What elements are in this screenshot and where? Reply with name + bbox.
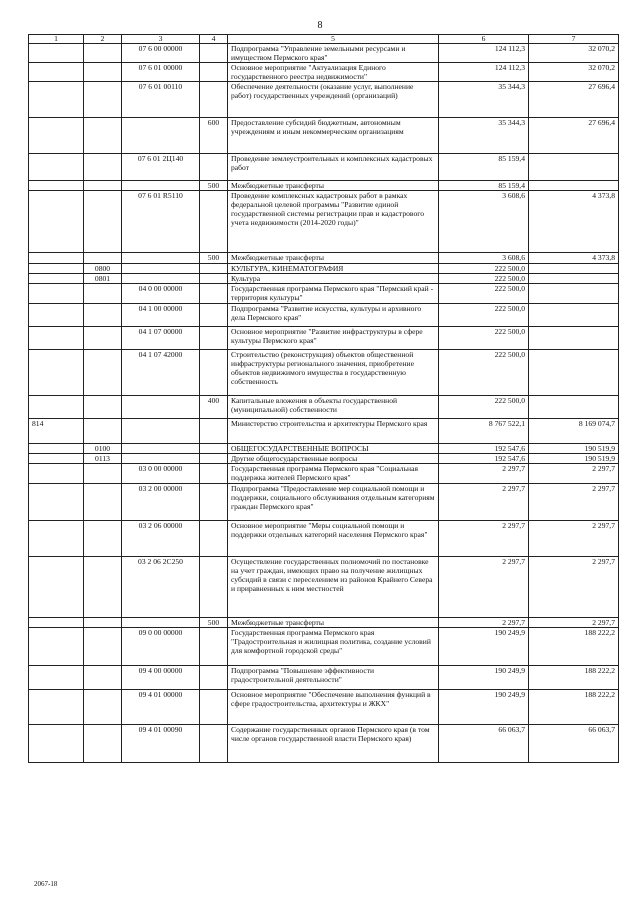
- amount-7-cell: [529, 396, 619, 419]
- col-4-cell: 400: [200, 396, 228, 419]
- col-1-cell: [29, 63, 84, 82]
- col-2-cell: [84, 63, 122, 82]
- col-2-cell: [84, 521, 122, 557]
- col-2-cell: 0800: [84, 264, 122, 274]
- table-row: [29, 628, 619, 666]
- header-cell: 2: [84, 35, 122, 44]
- col-3-cell: 07 6 01 00000: [122, 63, 200, 82]
- col-4-cell: [200, 154, 228, 181]
- col-3-cell: [122, 396, 200, 419]
- table-row: [29, 618, 619, 628]
- header-cell: 6: [439, 35, 529, 44]
- table-row: [29, 666, 619, 690]
- col-2-cell: [84, 419, 122, 444]
- footer-code: 2067-18: [34, 880, 58, 888]
- description-cell: Основное мероприятие "Развитие инфраструктуры в сфере культуры Пермского края": [228, 327, 439, 350]
- col-1-cell: [29, 274, 84, 284]
- description-cell: Подпрограмма "Управление земельными ресурсами и имуществом Пермского края": [228, 44, 439, 63]
- amount-6-cell: 190 249,9: [439, 628, 529, 666]
- table-row: [29, 154, 619, 181]
- table-row: [29, 419, 619, 444]
- col-2-cell: [84, 628, 122, 666]
- table-row: [29, 63, 619, 82]
- col-2-cell: [84, 350, 122, 396]
- amount-6-cell: 85 159,4: [439, 154, 529, 181]
- amount-7-cell: 190 519,9: [529, 454, 619, 464]
- amount-7-cell: 4 373,8: [529, 253, 619, 264]
- description-cell: Министерство строительства и архитектуры Пермского края: [228, 419, 439, 444]
- col-1-cell: 814: [29, 419, 84, 444]
- col-4-cell: [200, 521, 228, 557]
- table-row: [29, 464, 619, 484]
- col-4-cell: [200, 350, 228, 396]
- table-row: [29, 274, 619, 284]
- col-3-cell: [122, 274, 200, 284]
- amount-6-cell: 222 500,0: [439, 327, 529, 350]
- col-1-cell: [29, 327, 84, 350]
- col-3-cell: 09 4 00 00000: [122, 666, 200, 690]
- col-1-cell: [29, 82, 84, 118]
- amount-6-cell: 2 297,7: [439, 484, 529, 521]
- col-4-cell: [200, 304, 228, 327]
- page-number: 8: [317, 20, 323, 31]
- amount-6-cell: 35 344,3: [439, 82, 529, 118]
- col-4-cell: [200, 725, 228, 763]
- table-row: [29, 264, 619, 274]
- amount-7-cell: [529, 154, 619, 181]
- amount-6-cell: 222 500,0: [439, 274, 529, 284]
- header-cell: 7: [529, 35, 619, 44]
- col-3-cell: 09 4 01 00090: [122, 725, 200, 763]
- col-2-cell: [84, 725, 122, 763]
- amount-6-cell: 190 249,9: [439, 690, 529, 725]
- col-3-cell: 07 6 01 00110: [122, 82, 200, 118]
- col-4-cell: [200, 628, 228, 666]
- amount-6-cell: 222 500,0: [439, 396, 529, 419]
- col-3-cell: [122, 419, 200, 444]
- col-2-cell: 0113: [84, 454, 122, 464]
- col-2-cell: [84, 181, 122, 191]
- table-row: [29, 284, 619, 304]
- amount-6-cell: 66 063,7: [439, 725, 529, 763]
- col-2-cell: [84, 464, 122, 484]
- amount-6-cell: 222 500,0: [439, 284, 529, 304]
- col-3-cell: 03 2 06 2С250: [122, 557, 200, 618]
- col-4-cell: [200, 63, 228, 82]
- amount-7-cell: [529, 327, 619, 350]
- col-3-cell: [122, 181, 200, 191]
- description-cell: Обеспечение деятельности (оказание услуг, выполнение работ) государственных учреждений (организаций): [228, 82, 439, 118]
- amount-7-cell: [529, 350, 619, 396]
- description-cell: Государственная программа Пермского края "Градостроительная и жилищная политика, создание условий для комфортной городской среды": [228, 628, 439, 666]
- col-2-cell: [84, 118, 122, 154]
- amount-6-cell: 192 547,6: [439, 444, 529, 454]
- table-row: [29, 521, 619, 557]
- description-cell: Основное мероприятие "Актуализация Единого государственного реестра недвижимости": [228, 63, 439, 82]
- amount-7-cell: 2 297,7: [529, 464, 619, 484]
- table-row: [29, 725, 619, 763]
- amount-7-cell: 8 169 074,7: [529, 419, 619, 444]
- amount-7-cell: 188 222,2: [529, 666, 619, 690]
- col-1-cell: [29, 181, 84, 191]
- col-4-cell: [200, 690, 228, 725]
- col-2-cell: [84, 253, 122, 264]
- col-3-cell: 03 2 06 00000: [122, 521, 200, 557]
- table-row: [29, 327, 619, 350]
- amount-7-cell: 27 696,4: [529, 118, 619, 154]
- col-1-cell: [29, 444, 84, 454]
- col-4-cell: [200, 82, 228, 118]
- table-row: [29, 181, 619, 191]
- amount-7-cell: 66 063,7: [529, 725, 619, 763]
- col-1-cell: [29, 304, 84, 327]
- col-3-cell: [122, 264, 200, 274]
- amount-7-cell: 2 297,7: [529, 557, 619, 618]
- col-2-cell: [84, 618, 122, 628]
- col-1-cell: [29, 725, 84, 763]
- col-1-cell: [29, 464, 84, 484]
- col-2-cell: [84, 666, 122, 690]
- col-2-cell: [84, 154, 122, 181]
- col-4-cell: [200, 666, 228, 690]
- col-2-cell: [84, 690, 122, 725]
- col-2-cell: 0100: [84, 444, 122, 454]
- col-4-cell: [200, 464, 228, 484]
- amount-6-cell: 190 249,9: [439, 666, 529, 690]
- description-cell: Подпрограмма "Предоставление мер социальной помощи и поддержки, социального обслуживания отдельным категориям граждан Пермского края": [228, 484, 439, 521]
- col-4-cell: [200, 484, 228, 521]
- table-row: [29, 350, 619, 396]
- col-1-cell: [29, 484, 84, 521]
- col-1-cell: [29, 118, 84, 154]
- col-1-cell: [29, 284, 84, 304]
- amount-7-cell: 190 519,9: [529, 444, 619, 454]
- col-3-cell: [122, 444, 200, 454]
- col-1-cell: [29, 264, 84, 274]
- amount-6-cell: 2 297,7: [439, 618, 529, 628]
- amount-7-cell: [529, 264, 619, 274]
- amount-7-cell: 4 373,8: [529, 191, 619, 253]
- col-2-cell: [84, 557, 122, 618]
- col-4-cell: [200, 284, 228, 304]
- col-3-cell: 09 4 01 00000: [122, 690, 200, 725]
- col-1-cell: [29, 454, 84, 464]
- col-2-cell: [84, 396, 122, 419]
- table-row: [29, 484, 619, 521]
- amount-6-cell: 3 608,6: [439, 253, 529, 264]
- table-row: [29, 191, 619, 253]
- description-cell: Осуществление государственных полномочий по постановке на учет граждан, имеющих право на получение жилищных субсидий в связи с переселением из районов Крайнего Севера и приравненных к ним местностей: [228, 557, 439, 618]
- description-cell: Основное мероприятие "Обеспечение выполнения функций в сфере градостроительства, архитектуры и ЖКХ": [228, 690, 439, 725]
- description-cell: Основное мероприятие "Меры социальной помощи и поддержки отдельных категорий населения Пермского края": [228, 521, 439, 557]
- col-4-cell: 500: [200, 181, 228, 191]
- amount-7-cell: 188 222,2: [529, 690, 619, 725]
- amount-6-cell: 2 297,7: [439, 557, 529, 618]
- amount-6-cell: 124 112,3: [439, 44, 529, 63]
- col-1-cell: [29, 618, 84, 628]
- amount-6-cell: 8 767 522,1: [439, 419, 529, 444]
- description-cell: Межбюджетные трансферты: [228, 618, 439, 628]
- amount-6-cell: 192 547,6: [439, 454, 529, 464]
- col-4-cell: 500: [200, 618, 228, 628]
- amount-7-cell: [529, 304, 619, 327]
- table-row: [29, 454, 619, 464]
- col-4-cell: [200, 264, 228, 274]
- description-cell: Подпрограмма "Повышение эффективности градостроительной деятельности": [228, 666, 439, 690]
- amount-7-cell: 32 070,2: [529, 63, 619, 82]
- col-1-cell: [29, 396, 84, 419]
- amount-7-cell: 2 297,7: [529, 618, 619, 628]
- col-4-cell: [200, 327, 228, 350]
- amount-7-cell: 2 297,7: [529, 484, 619, 521]
- description-cell: Капитальные вложения в объекты государственной (муниципальной) собственности: [228, 396, 439, 419]
- table-row: [29, 44, 619, 63]
- col-3-cell: 04 1 07 42000: [122, 350, 200, 396]
- col-1-cell: [29, 154, 84, 181]
- header-cell: 5: [228, 35, 439, 44]
- description-cell: Культура: [228, 274, 439, 284]
- amount-7-cell: [529, 274, 619, 284]
- amount-6-cell: 222 500,0: [439, 304, 529, 327]
- description-cell: Межбюджетные трансферты: [228, 253, 439, 264]
- table-row: [29, 304, 619, 327]
- col-4-cell: [200, 44, 228, 63]
- col-3-cell: 09 0 00 00000: [122, 628, 200, 666]
- col-1-cell: [29, 666, 84, 690]
- col-2-cell: [84, 44, 122, 63]
- col-3-cell: 04 1 00 00000: [122, 304, 200, 327]
- col-2-cell: [84, 327, 122, 350]
- col-3-cell: [122, 454, 200, 464]
- col-3-cell: [122, 118, 200, 154]
- amount-6-cell: 35 344,3: [439, 118, 529, 154]
- col-3-cell: 07 6 00 00000: [122, 44, 200, 63]
- amount-6-cell: 222 500,0: [439, 350, 529, 396]
- amount-7-cell: 2 297,7: [529, 521, 619, 557]
- amount-7-cell: [529, 284, 619, 304]
- col-2-cell: [84, 191, 122, 253]
- col-4-cell: [200, 419, 228, 444]
- header-cell: 3: [122, 35, 200, 44]
- col-1-cell: [29, 44, 84, 63]
- description-cell: Содержание государственных органов Пермского края (в том числе органов государственной власти Пермского края): [228, 725, 439, 763]
- header-cell: 4: [200, 35, 228, 44]
- col-3-cell: [122, 253, 200, 264]
- col-2-cell: [84, 82, 122, 118]
- col-1-cell: [29, 557, 84, 618]
- budget-table: [28, 34, 619, 763]
- col-4-cell: 600: [200, 118, 228, 154]
- description-cell: КУЛЬТУРА, КИНЕМАТОГРАФИЯ: [228, 264, 439, 274]
- amount-6-cell: 3 608,6: [439, 191, 529, 253]
- col-3-cell: 03 2 00 00000: [122, 484, 200, 521]
- table-row: [29, 253, 619, 264]
- description-cell: Государственная программа Пермского края "Социальная поддержка жителей Пермского края": [228, 464, 439, 484]
- table-row: [29, 396, 619, 419]
- amount-7-cell: 188 222,2: [529, 628, 619, 666]
- col-1-cell: [29, 253, 84, 264]
- description-cell: Другие общегосударственные вопросы: [228, 454, 439, 464]
- col-3-cell: 03 0 00 00000: [122, 464, 200, 484]
- description-cell: Предоставление субсидий бюджетным, автономным учреждениям и иным некоммерческим организациям: [228, 118, 439, 154]
- description-cell: Государственная программа Пермского края "Пермский край - территория культуры": [228, 284, 439, 304]
- col-1-cell: [29, 521, 84, 557]
- description-cell: Подпрограмма "Развитие искусства, культуры и архивного дела Пермского края": [228, 304, 439, 327]
- col-2-cell: [84, 484, 122, 521]
- col-3-cell: [122, 618, 200, 628]
- amount-7-cell: 32 070,2: [529, 44, 619, 63]
- col-1-cell: [29, 191, 84, 253]
- col-4-cell: 500: [200, 253, 228, 264]
- col-3-cell: 07 6 01 2Ц140: [122, 154, 200, 181]
- col-3-cell: 04 0 00 00000: [122, 284, 200, 304]
- col-2-cell: [84, 284, 122, 304]
- amount-7-cell: 27 696,4: [529, 82, 619, 118]
- description-cell: Проведение комплексных кадастровых работ в рамках федеральной целевой программы "Развитие единой государственной системы регистрации прав и кадастрового учета недвижимости (2014-2020 годы)": [228, 191, 439, 253]
- table-row: [29, 557, 619, 618]
- col-2-cell: 0801: [84, 274, 122, 284]
- col-4-cell: [200, 444, 228, 454]
- col-1-cell: [29, 350, 84, 396]
- col-4-cell: [200, 191, 228, 253]
- col-4-cell: [200, 557, 228, 618]
- header-cell: 1: [29, 35, 84, 44]
- table-row: [29, 690, 619, 725]
- amount-6-cell: 85 159,4: [439, 181, 529, 191]
- col-3-cell: 04 1 07 00000: [122, 327, 200, 350]
- amount-6-cell: 222 500,0: [439, 264, 529, 274]
- table-row: [29, 118, 619, 154]
- table-row: [29, 82, 619, 118]
- col-1-cell: [29, 690, 84, 725]
- description-cell: Межбюджетные трансферты: [228, 181, 439, 191]
- col-1-cell: [29, 628, 84, 666]
- table-body: [29, 44, 619, 763]
- col-4-cell: [200, 454, 228, 464]
- table-row: [29, 444, 619, 454]
- col-4-cell: [200, 274, 228, 284]
- amount-6-cell: 124 112,3: [439, 63, 529, 82]
- description-cell: Проведение землеустроительных и комплексных кадастровых работ: [228, 154, 439, 181]
- col-2-cell: [84, 304, 122, 327]
- col-3-cell: 07 6 01 R5110: [122, 191, 200, 253]
- description-cell: Строительство (реконструкция) объектов общественной инфраструктуры регионального значения, приобретение объектов недвижимого имущества в государственную собственность: [228, 350, 439, 396]
- description-cell: ОБЩЕГОСУДАРСТВЕННЫЕ ВОПРОСЫ: [228, 444, 439, 454]
- amount-6-cell: 2 297,7: [439, 521, 529, 557]
- amount-6-cell: 2 297,7: [439, 464, 529, 484]
- header-row: [29, 35, 619, 44]
- amount-7-cell: [529, 181, 619, 191]
